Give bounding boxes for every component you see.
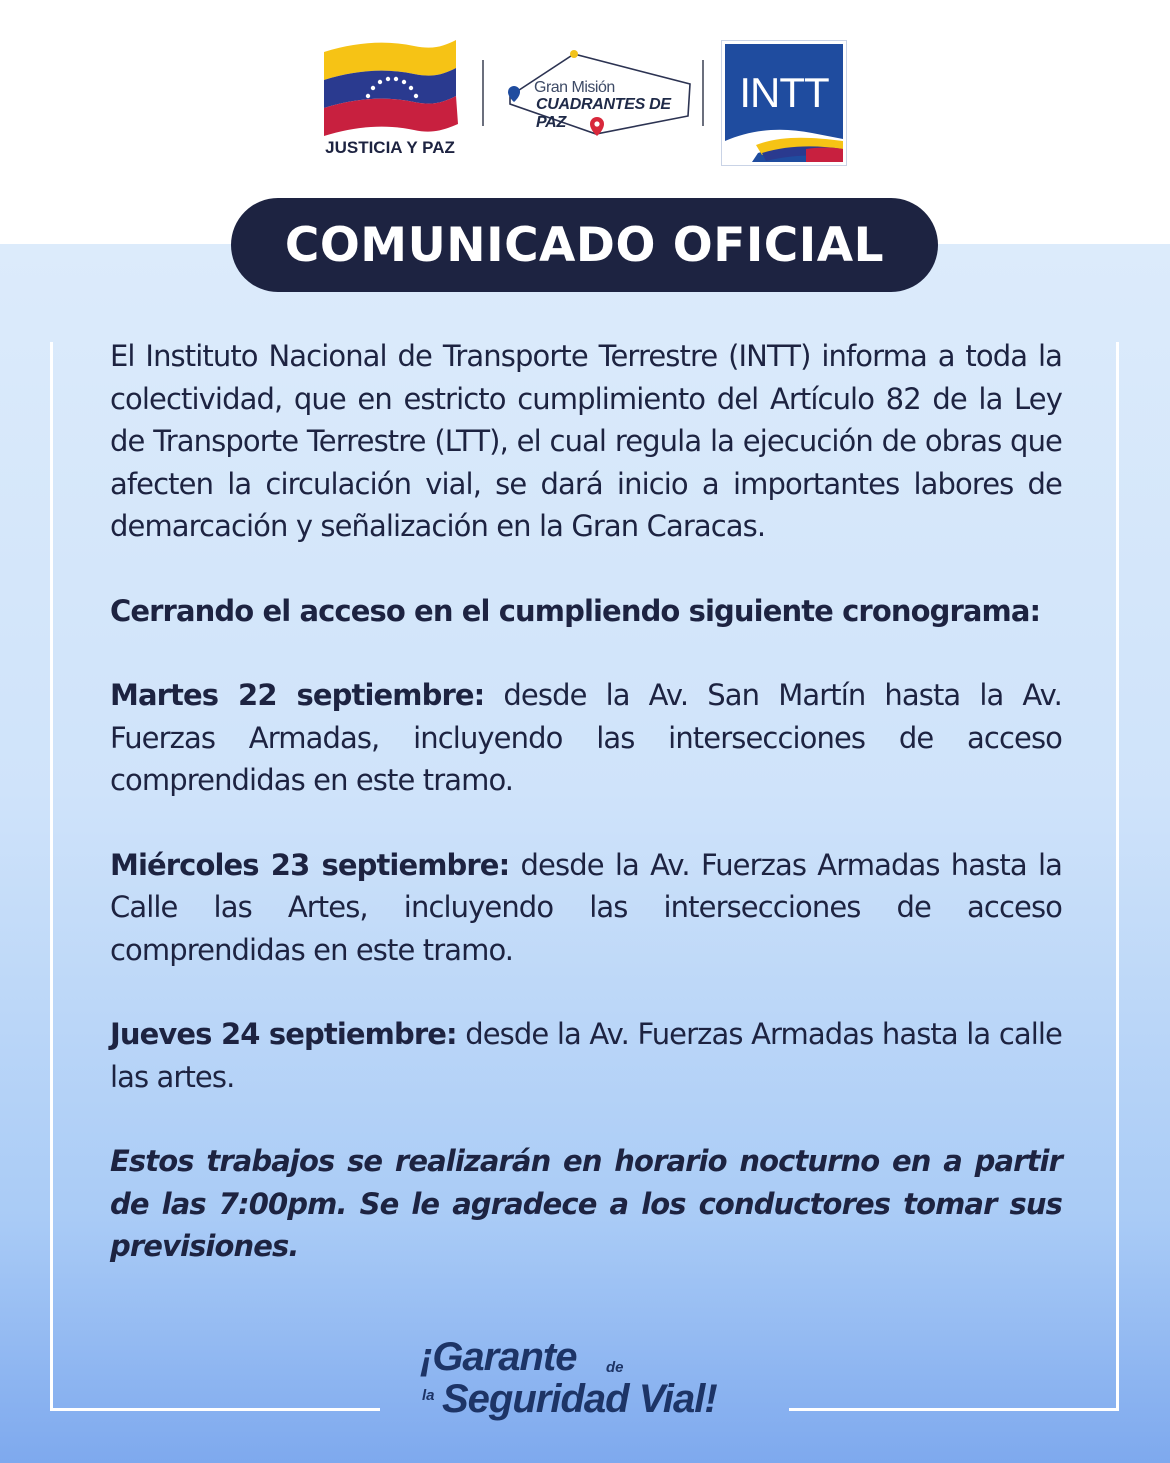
spacer bbox=[110, 802, 1062, 844]
frame-border-right bbox=[1116, 342, 1119, 1411]
schedule-item bbox=[110, 674, 1062, 802]
schedule-heading: Cerrando el acceso en el cumpliendo siguiente cronograma: bbox=[110, 593, 1041, 628]
intro-paragraph: El Instituto Nacional de Transporte Terrestre (INTT) informa a toda la colectividad, que en estricto cumplimiento del Artículo 82 de la Ley de Transporte Terrestre (LTT), el cual regula la ejecución de obras que afecten la circulación vial, se dará inicio a importantes labores de demarcación y señalización en la Gran Caracas. bbox=[110, 339, 1062, 543]
schedule-day: Miércoles 23 septiembre: bbox=[110, 847, 510, 882]
frame-border-bottom-left bbox=[50, 1408, 380, 1411]
logo-separator bbox=[702, 60, 704, 126]
cuadrantes-line1: Gran Misión bbox=[534, 79, 615, 96]
justicia-y-paz-logo bbox=[316, 38, 464, 163]
slogan-line2: Seguridad Vial! bbox=[442, 1377, 717, 1421]
announcement-body bbox=[110, 335, 1062, 1268]
spacer bbox=[110, 548, 1062, 590]
cuadrantes-de-paz-logo bbox=[500, 44, 696, 144]
logo-separator bbox=[482, 60, 484, 126]
frame-border-left bbox=[50, 342, 53, 1411]
title-banner bbox=[231, 198, 938, 292]
schedule-item bbox=[110, 1013, 1062, 1098]
venezuela-flag-icon bbox=[316, 38, 464, 138]
schedule-item bbox=[110, 844, 1062, 972]
schedule-detail: desde la Av. San Martín hasta la Av. Fuerzas Armadas, incluyendo las intersecciones de acceso comprendidas en este tramo. bbox=[110, 678, 1062, 797]
spacer bbox=[110, 1098, 1062, 1140]
intt-ribbon-icon bbox=[722, 41, 846, 165]
cuadrantes-line2: CUADRANTES DE PAZ bbox=[536, 96, 671, 131]
closing-note: Estos trabajos se realizarán en horario nocturno en a partir de las 7:00pm. Se le agradece a los conductores tomar sus previsiones. bbox=[110, 1144, 1062, 1263]
spacer bbox=[110, 971, 1062, 1013]
slogan-line1: ¡Garante bbox=[420, 1335, 577, 1379]
slogan bbox=[420, 1335, 760, 1425]
schedule-detail: desde la Av. Fuerzas Armadas hasta la Calle las Artes, incluyendo las intersecciones de acceso comprendidas en este tramo. bbox=[110, 847, 1062, 967]
intt-label: INTT bbox=[739, 69, 829, 116]
justicia-y-paz-label: JUSTICIA Y PAZ bbox=[325, 138, 455, 157]
intt-logo bbox=[722, 41, 846, 165]
slogan-la: la bbox=[422, 1387, 435, 1404]
slogan-de: de bbox=[606, 1359, 624, 1376]
frame-border-bottom-right bbox=[789, 1408, 1119, 1411]
schedule-day: Martes 22 septiembre: bbox=[110, 678, 485, 712]
spacer bbox=[110, 632, 1062, 674]
schedule-detail: desde la Av. Fuerzas Armadas hasta la calle las artes. bbox=[110, 1017, 1062, 1094]
schedule-day: Jueves 24 septiembre: bbox=[110, 1017, 457, 1051]
page-title: COMUNICADO OFICIAL bbox=[284, 217, 885, 273]
